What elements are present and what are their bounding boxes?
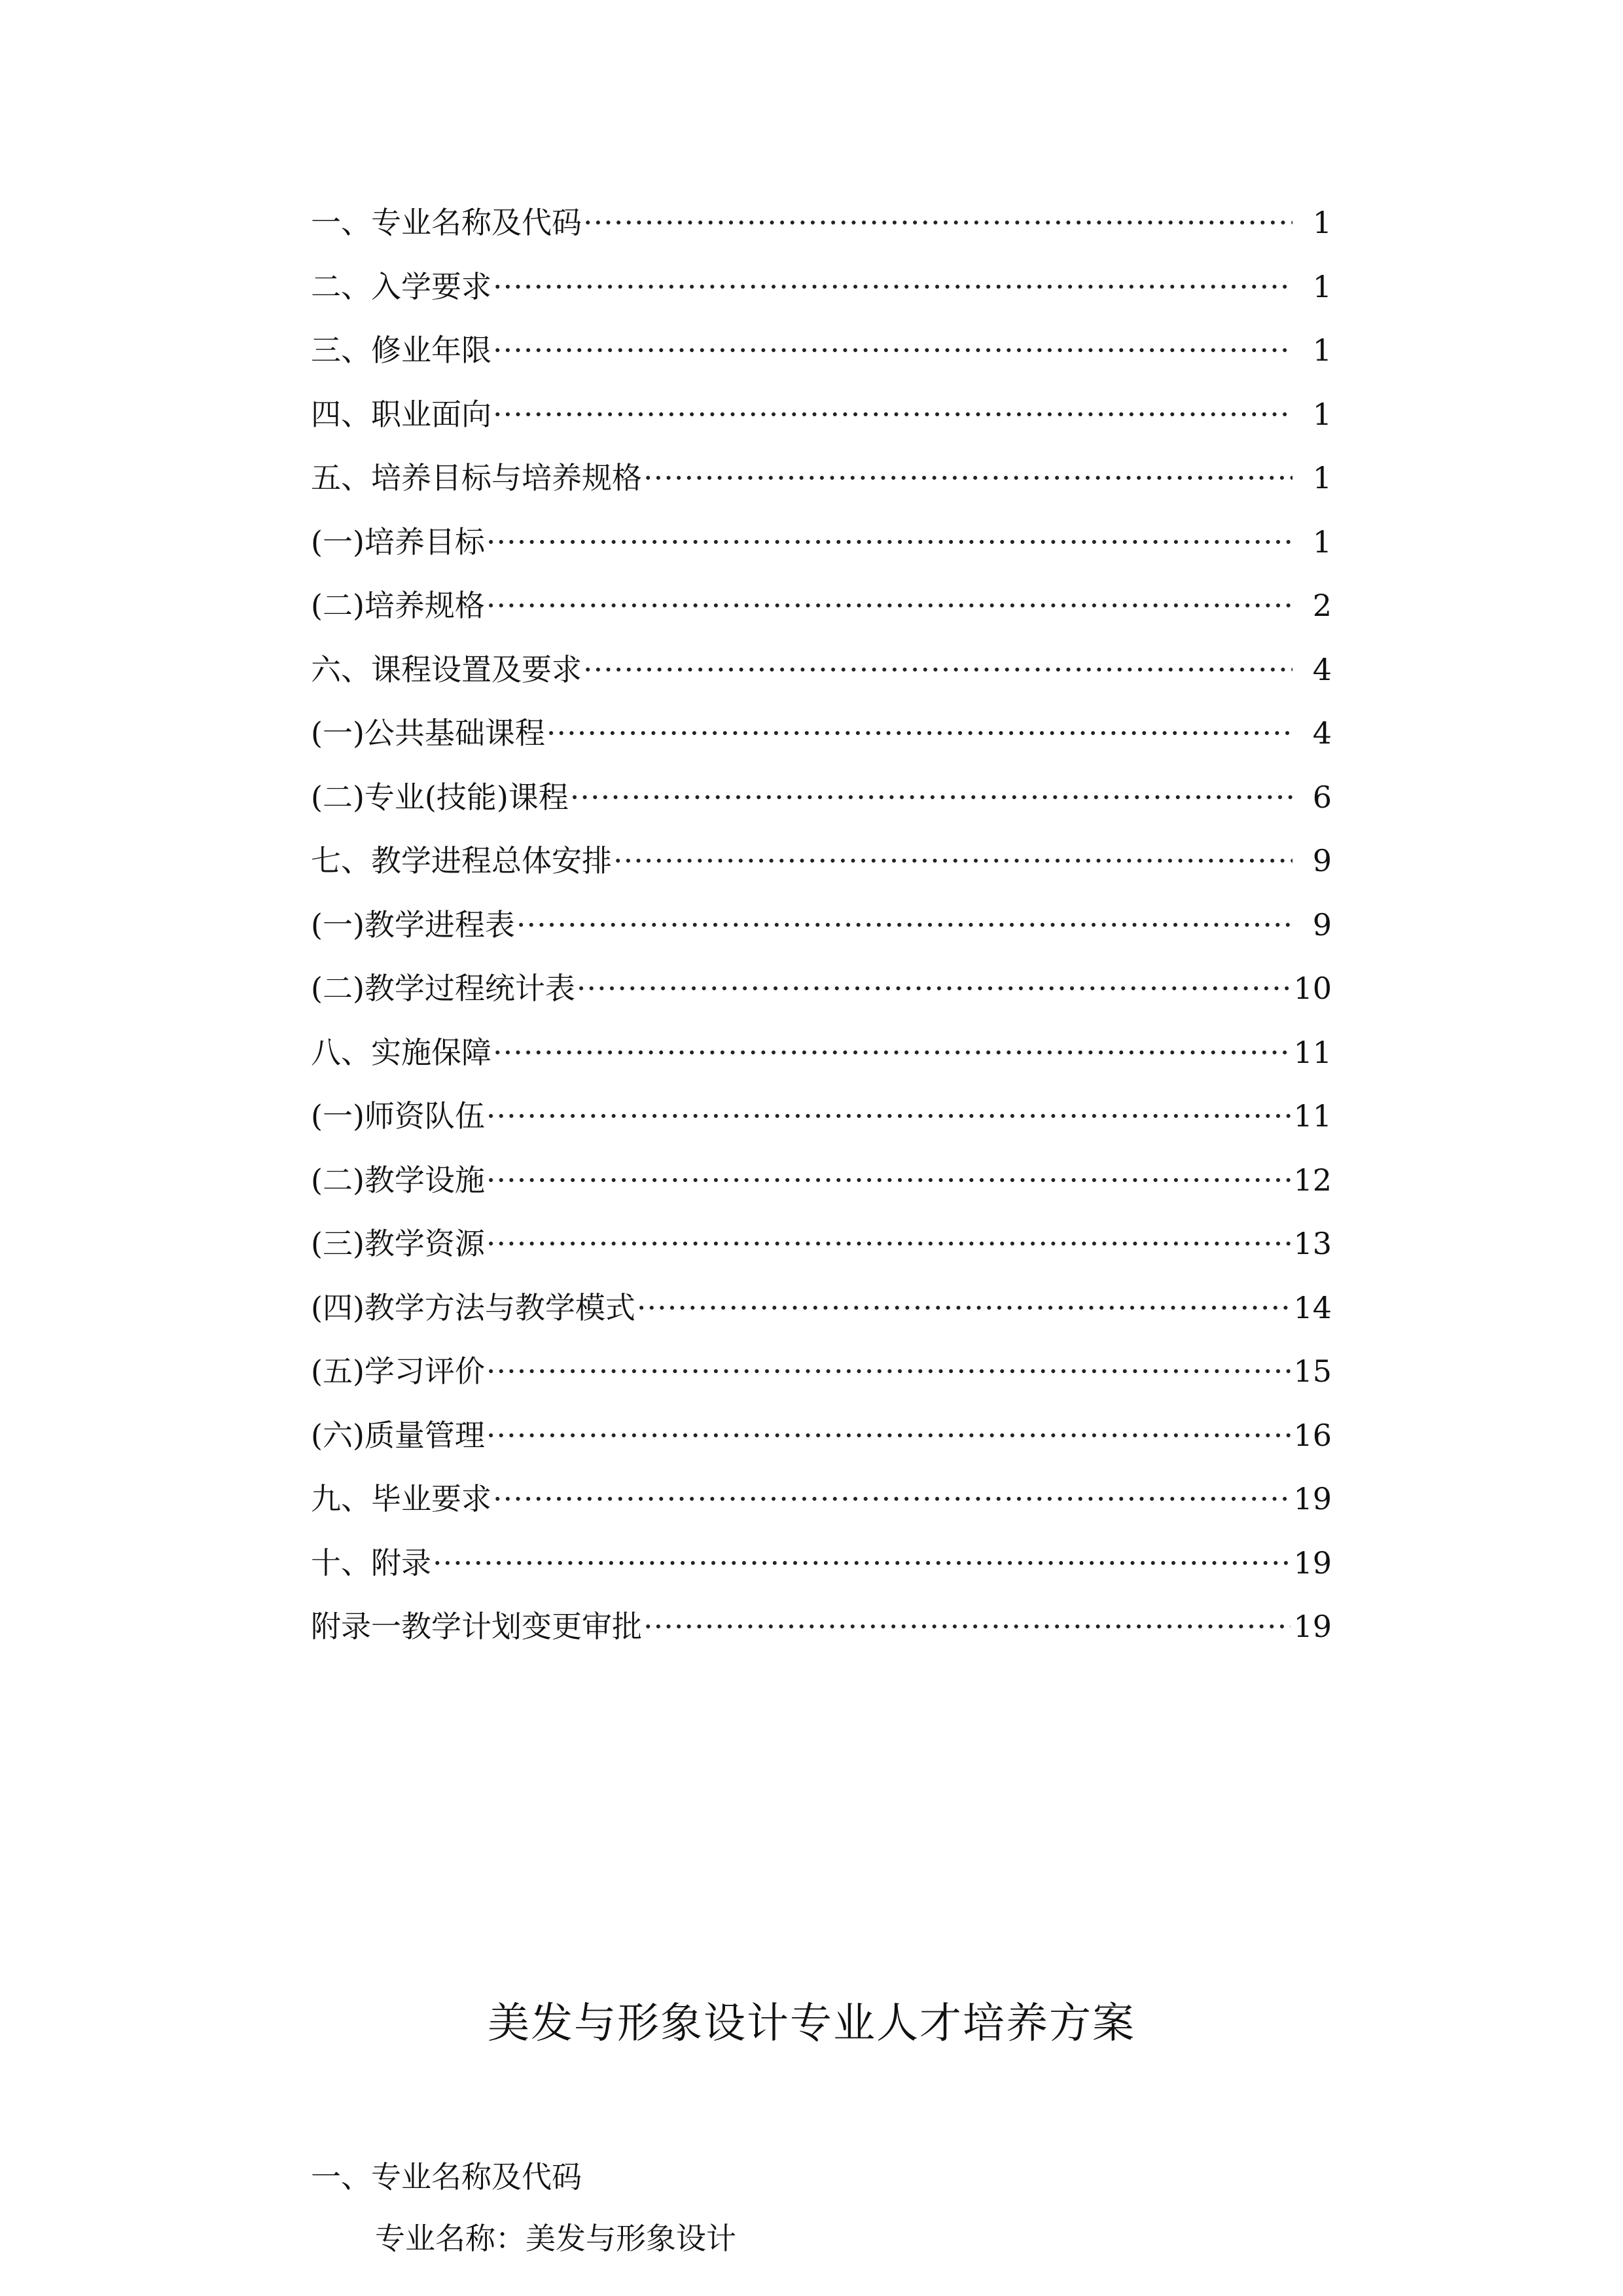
toc-entry-page: 4: [1312, 651, 1332, 687]
toc-entry-label: (六)质量管理: [311, 1417, 485, 1453]
toc-leader-dots: [486, 1340, 1291, 1404]
toc-entry-label: 六、课程设置及要求: [311, 651, 582, 687]
toc-entry-label: 九、毕业要求: [311, 1481, 491, 1516]
toc-entry-page: 9: [1312, 843, 1332, 878]
toc-entry-page: 4: [1312, 715, 1332, 751]
toc-entry[interactable]: [311, 638, 1332, 702]
toc-entry[interactable]: [311, 255, 1332, 319]
toc-leader-dots: [433, 1532, 1291, 1596]
toc-leader-dots: [493, 383, 1293, 447]
toc-entry-page: 2: [1312, 588, 1332, 623]
toc-leader-dots: [493, 1467, 1291, 1532]
toc-entry-label: 三、修业年限: [311, 332, 491, 368]
toc-entry[interactable]: [311, 893, 1332, 958]
toc-entry-label: 一、专业名称及代码: [311, 205, 582, 240]
toc-leader-dots: [637, 1276, 1291, 1340]
toc-entry-page: 14: [1293, 1289, 1332, 1325]
toc-leader-dots: [486, 511, 1293, 575]
table-of-contents: [311, 191, 1332, 1659]
toc-entry[interactable]: [311, 1149, 1332, 1213]
toc-entry-label: 四、职业面向: [311, 396, 491, 432]
toc-leader-dots: [583, 638, 1293, 702]
toc-entry-page: 16: [1293, 1417, 1332, 1453]
section-heading: 一、专业名称及代码: [311, 2159, 582, 2195]
toc-entry-label: (二)教学过程统计表: [311, 971, 575, 1006]
toc-entry[interactable]: [311, 829, 1332, 893]
toc-leader-dots: [493, 319, 1293, 383]
toc-entry-page: 1: [1312, 205, 1332, 240]
toc-entry[interactable]: [311, 1467, 1332, 1532]
toc-entry[interactable]: [311, 191, 1332, 255]
toc-entry-label: 附录一教学计划变更审批: [311, 1609, 642, 1644]
toc-entry-label: (一)师资队伍: [311, 1098, 485, 1134]
toc-entry-label: (二)专业(技能)课程: [311, 779, 569, 815]
toc-entry[interactable]: [311, 574, 1332, 638]
toc-entry[interactable]: [311, 446, 1332, 511]
toc-entry-label: (四)教学方法与教学模式: [311, 1289, 635, 1325]
toc-entry-label: (二)培养规格: [311, 588, 485, 623]
toc-leader-dots: [583, 191, 1293, 255]
toc-entry[interactable]: [311, 766, 1332, 830]
toc-entry-page: 19: [1293, 1545, 1332, 1581]
toc-entry[interactable]: [311, 1340, 1332, 1404]
toc-entry[interactable]: [311, 1276, 1332, 1340]
toc-leader-dots: [613, 829, 1293, 893]
toc-entry-page: 10: [1293, 971, 1332, 1006]
toc-leader-dots: [486, 1404, 1291, 1468]
toc-entry-page: 13: [1293, 1226, 1332, 1261]
toc-entry-page: 11: [1293, 1034, 1332, 1070]
toc-entry-page: 6: [1312, 779, 1332, 815]
toc-entry-page: 1: [1312, 332, 1332, 368]
toc-leader-dots: [486, 1085, 1291, 1149]
toc-entry[interactable]: [311, 511, 1332, 575]
toc-leader-dots: [486, 1212, 1291, 1276]
toc-entry-label: 八、实施保障: [311, 1034, 491, 1070]
toc-entry[interactable]: [311, 702, 1332, 766]
toc-leader-dots: [643, 446, 1293, 511]
toc-leader-dots: [546, 702, 1293, 766]
toc-leader-dots: [486, 1149, 1291, 1213]
toc-entry-page: 9: [1312, 906, 1332, 942]
toc-entry-page: 1: [1312, 524, 1332, 560]
toc-entry-page: 19: [1293, 1481, 1332, 1516]
toc-entry-page: 15: [1293, 1354, 1332, 1389]
toc-entry[interactable]: [311, 1212, 1332, 1276]
toc-entry[interactable]: [311, 1021, 1332, 1085]
toc-leader-dots: [493, 255, 1293, 319]
toc-entry-label: (一)教学进程表: [311, 906, 515, 942]
toc-entry[interactable]: [311, 1085, 1332, 1149]
body-text-line: 专业名称：美发与形象设计: [375, 2221, 736, 2256]
toc-entry-page: 1: [1312, 268, 1332, 304]
toc-entry-page: 1: [1312, 396, 1332, 432]
toc-entry-page: 12: [1293, 1162, 1332, 1198]
toc-leader-dots: [516, 893, 1293, 958]
toc-entry-page: 19: [1293, 1609, 1332, 1644]
toc-entry[interactable]: [311, 957, 1332, 1021]
toc-entry-page: 1: [1312, 460, 1332, 495]
toc-entry[interactable]: [311, 1404, 1332, 1468]
toc-entry-label: (三)教学资源: [311, 1226, 485, 1261]
toc-entry-label: 五、培养目标与培养规格: [311, 460, 642, 495]
toc-entry-label: 七、教学进程总体安排: [311, 843, 612, 878]
toc-leader-dots: [643, 1595, 1291, 1659]
toc-entry-label: (一)培养目标: [311, 524, 485, 560]
toc-entry-label: (一)公共基础课程: [311, 715, 545, 751]
toc-entry[interactable]: [311, 383, 1332, 447]
toc-entry-label: 十、附录: [311, 1545, 431, 1581]
toc-leader-dots: [493, 1021, 1291, 1085]
toc-entry[interactable]: [311, 1595, 1332, 1659]
toc-entry-label: (二)教学设施: [311, 1162, 485, 1198]
toc-entry-label: 二、入学要求: [311, 268, 491, 304]
toc-entry-label: (五)学习评价: [311, 1354, 485, 1389]
toc-entry-page: 11: [1293, 1098, 1332, 1134]
toc-entry[interactable]: [311, 1532, 1332, 1596]
toc-leader-dots: [577, 957, 1291, 1021]
toc-leader-dots: [570, 766, 1293, 830]
toc-entry[interactable]: [311, 319, 1332, 383]
document-title: 美发与形象设计专业人才培养方案: [488, 2000, 1135, 2048]
toc-leader-dots: [486, 574, 1293, 638]
